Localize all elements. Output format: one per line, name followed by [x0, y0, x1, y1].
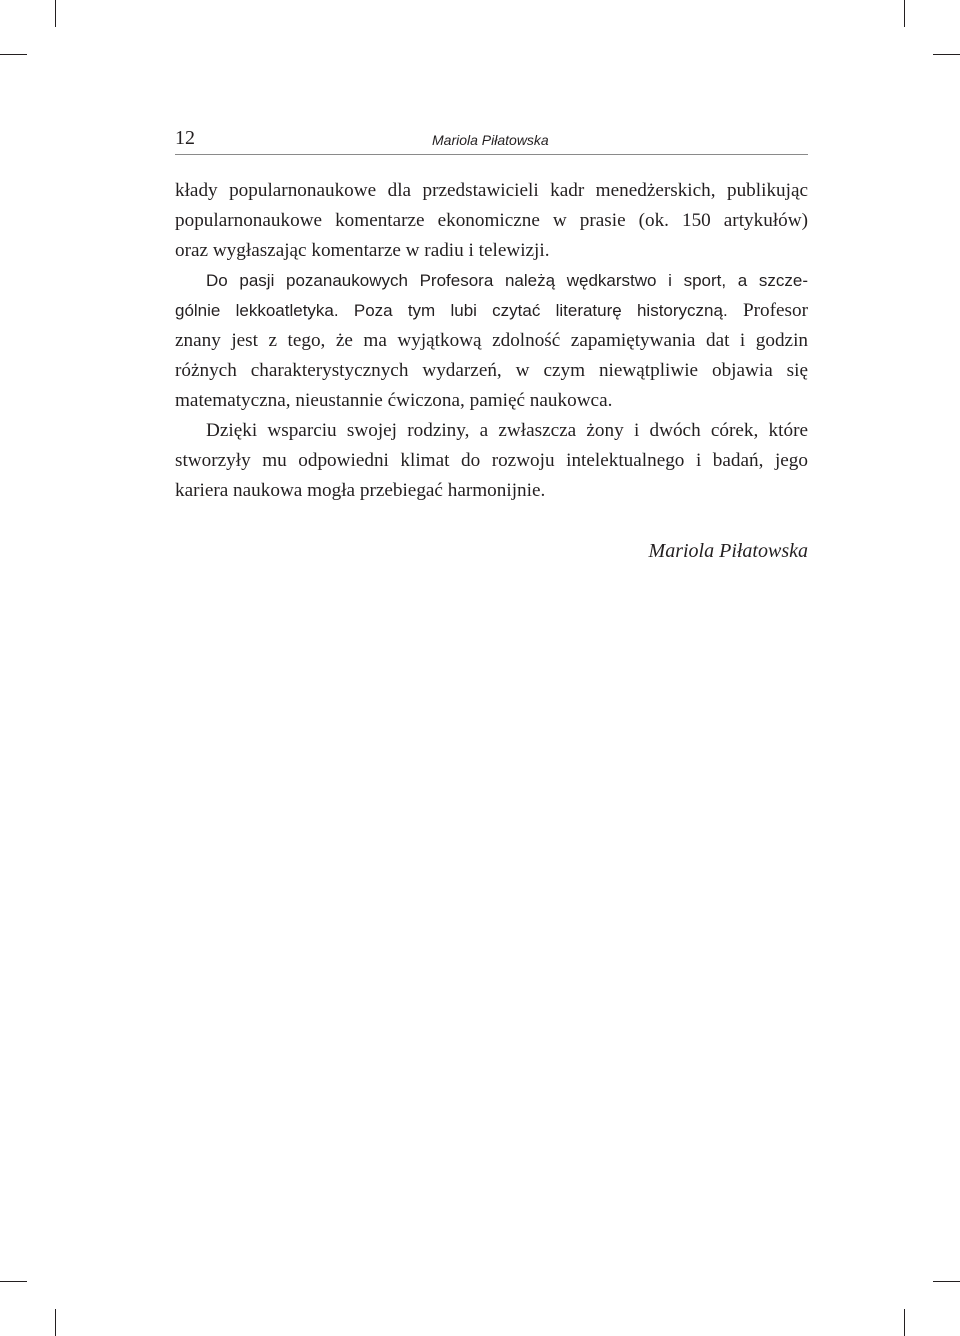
text-line	[175, 296, 808, 326]
crop-mark-bottom-right	[904, 1309, 905, 1336]
crop-mark-right-bottom	[933, 1281, 960, 1282]
crop-mark-top-right	[904, 0, 905, 27]
text-segment: gólnie lekkoatletyka. Poza tym lubi czytać literaturę historyczną.	[175, 301, 728, 320]
crop-mark-bottom-left	[55, 1309, 56, 1336]
text-line: oraz wygłaszając komentarze w radiu i telewizji.	[175, 240, 550, 261]
crop-mark-left-bottom	[0, 1281, 27, 1282]
body-text	[175, 176, 808, 506]
text-line: Dzięki wsparciu swojej rodziny, a zwłaszcza żony i dwóch córek, które	[206, 420, 808, 441]
running-head	[175, 122, 808, 155]
paragraph	[175, 266, 808, 416]
crop-mark-left-top	[0, 54, 27, 55]
paragraph	[175, 416, 808, 506]
text-line: kariera naukowa mogła przebiegać harmonijnie.	[175, 480, 546, 501]
text-line: matematyczna, nieustannie ćwiczona, pamięć naukowca.	[175, 390, 613, 411]
crop-mark-right-top	[933, 54, 960, 55]
page-number: 12	[175, 127, 195, 149]
text-line: kłady popularnonaukowe dla przedstawicieli kadr menedżerskich, publikując	[175, 180, 808, 201]
text-line: stworzyły mu odpowiedni klimat do rozwoju intelektualnego i badań, jego	[175, 450, 808, 471]
text-line: różnych charakterystycznych wydarzeń, w czym niewątpliwie objawia się	[175, 360, 808, 381]
text-line: Do pasji pozanaukowych Profesora należą wędkarstwo i sport, a szcze-	[206, 271, 808, 290]
text-line: popularnonaukowe komentarze ekonomiczne w prasie (ok. 150 artykułów)	[175, 210, 808, 231]
text-line: znany jest z tego, że ma wyjątkową zdolność zapamiętywania dat i godzin	[175, 330, 808, 351]
signature: Mariola Piłatowska	[648, 540, 808, 562]
running-head-author: Mariola Piłatowska	[432, 132, 549, 148]
paragraph	[175, 176, 808, 266]
text-segment: Profesor	[727, 300, 808, 321]
crop-mark-top-left	[55, 0, 56, 27]
